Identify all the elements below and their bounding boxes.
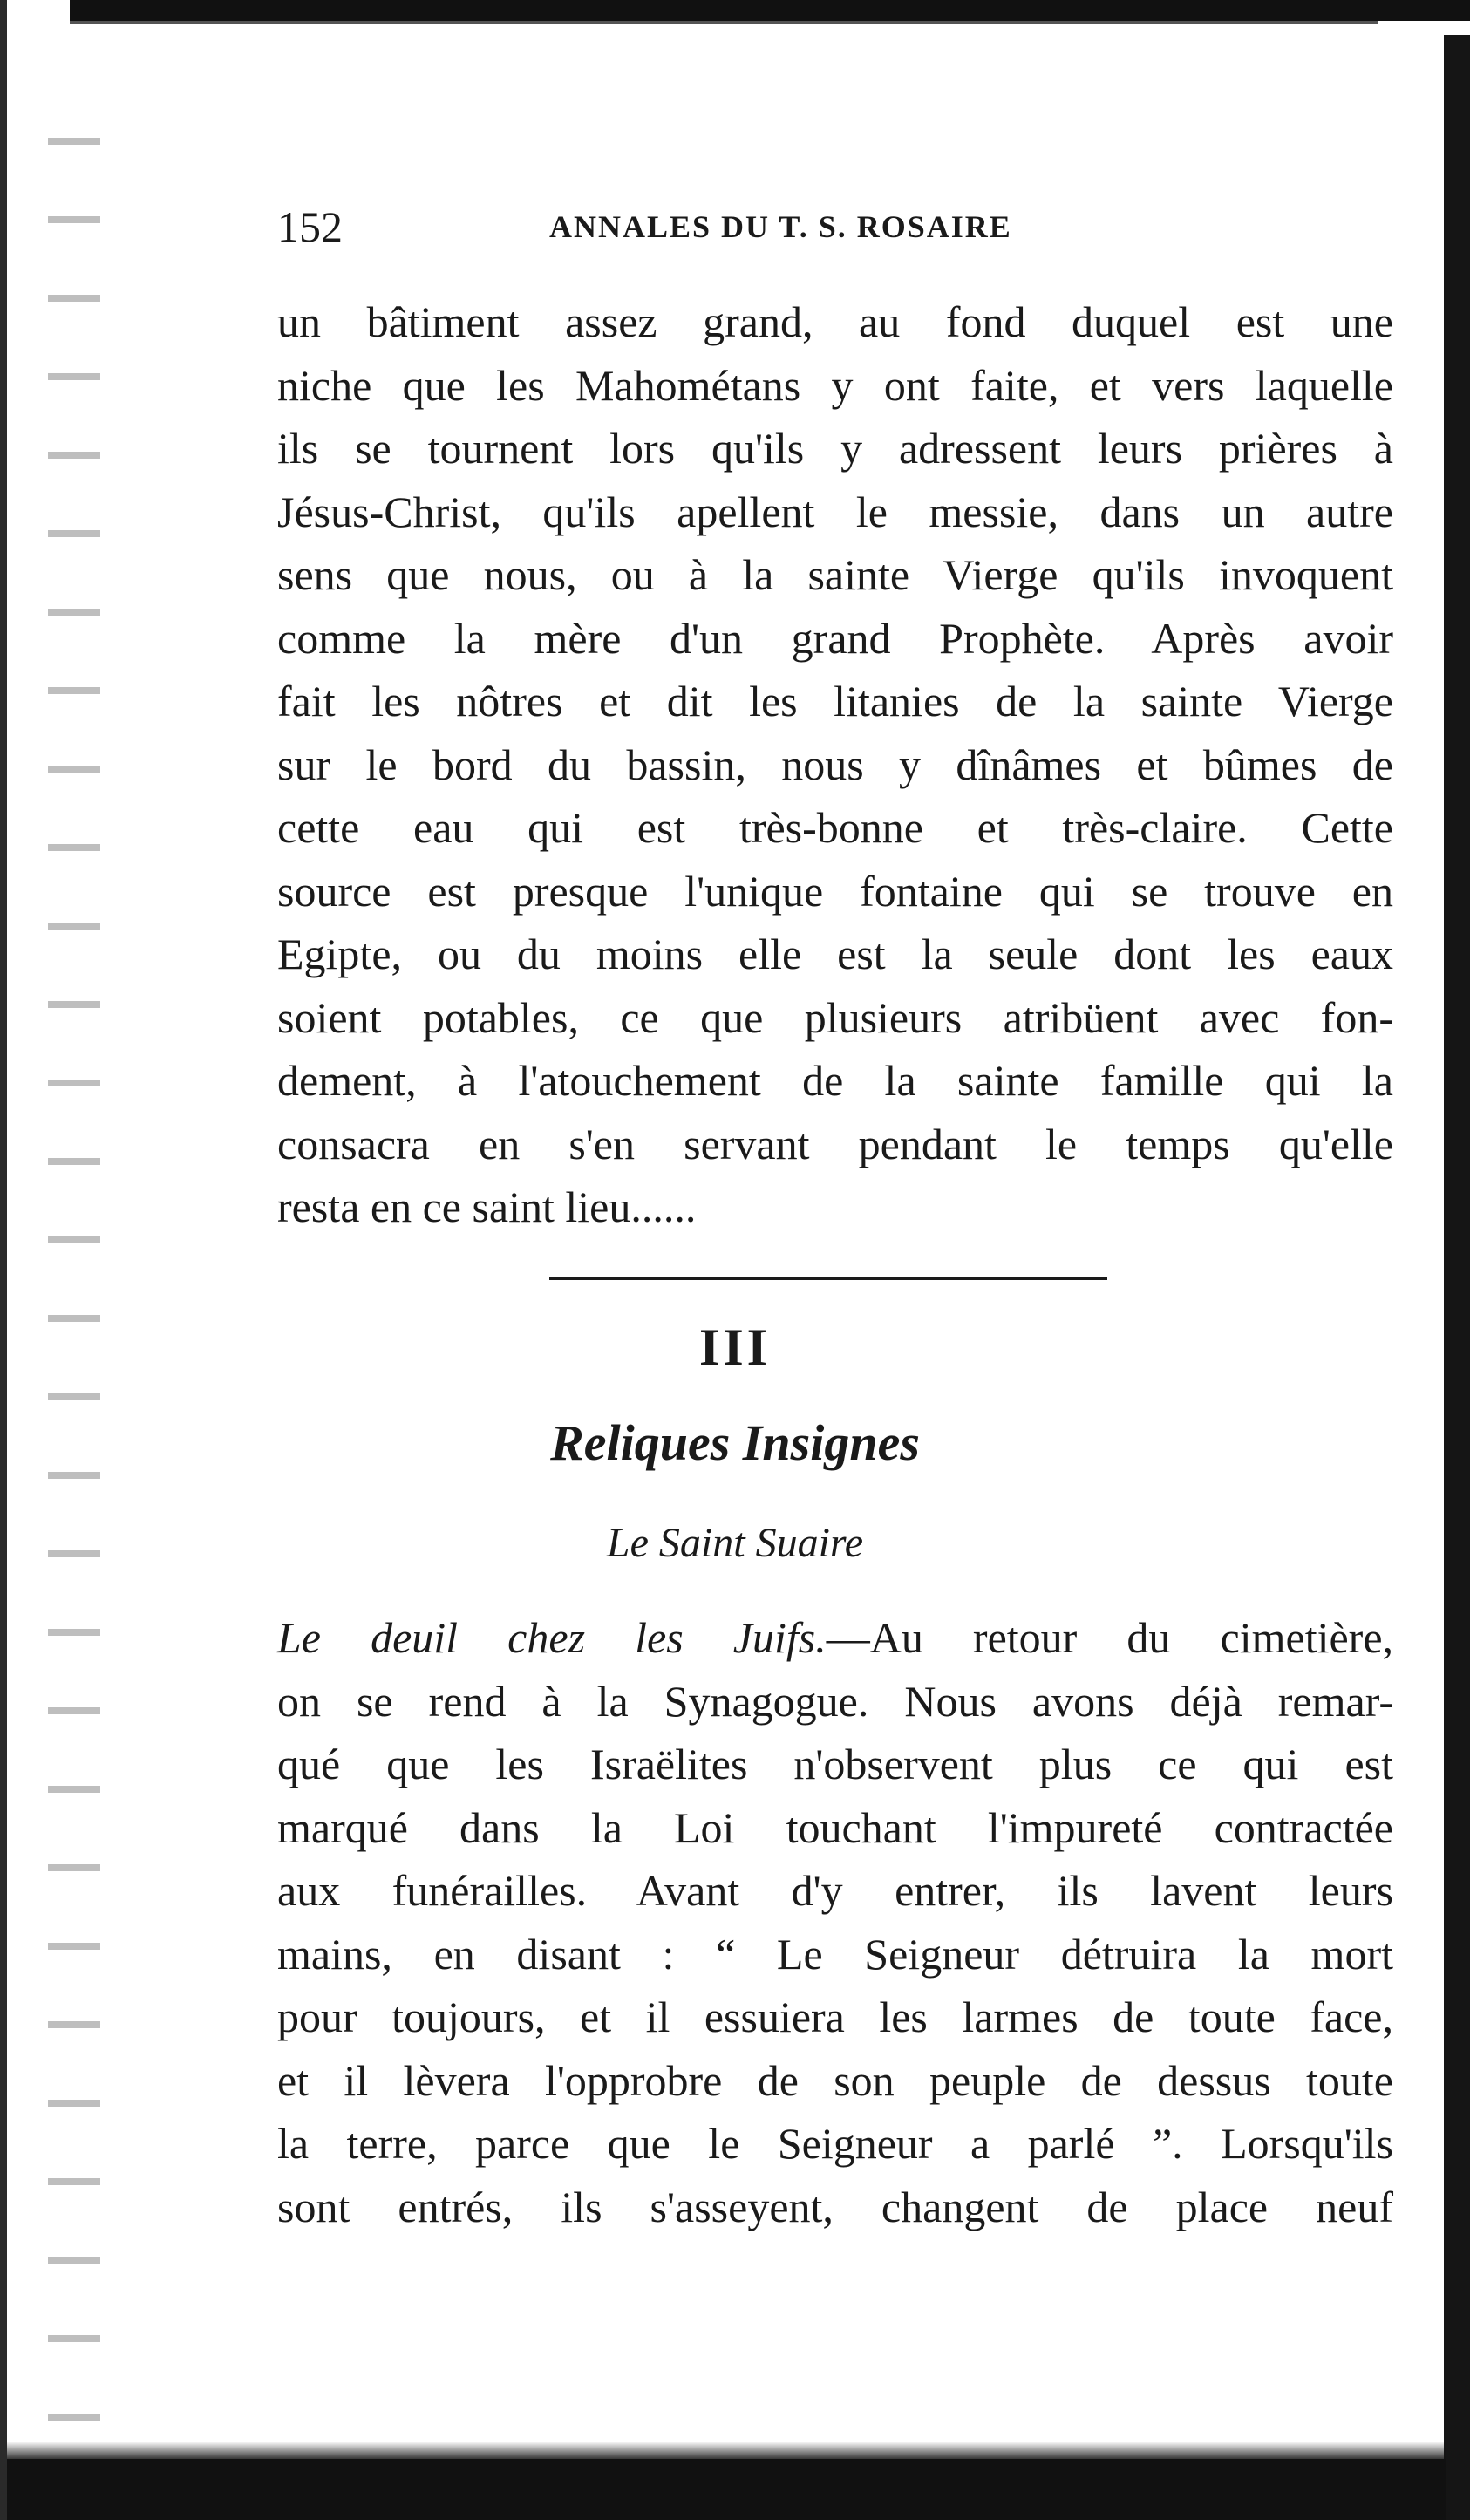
text-line: niche que les Mahométans y ont faite, et vers laquelle bbox=[277, 360, 1393, 410]
text-line: mains, en disant : “ Le Seigneur détruira la mort bbox=[277, 1929, 1393, 1979]
text-line: la terre, parce que le Seigneur a parlé ”. Lorsqu'ils bbox=[277, 2119, 1393, 2168]
text-line: marqué dans la Loi touchant l'impureté contractée bbox=[277, 1802, 1393, 1852]
text-line: consacra en s'en servant pendant le temps qu'elle bbox=[277, 1119, 1393, 1168]
section-subtitle: Le Saint Suaire bbox=[606, 1520, 864, 1566]
text-line: soient potables, ce que plusieurs atribüent avec fon- bbox=[277, 992, 1393, 1042]
lead-italic-phrase: Le deuil chez les Juifs. bbox=[277, 1613, 827, 1662]
text-line: sens que nous, ou à la sainte Vierge qu'ils invoquent bbox=[277, 550, 1393, 599]
running-title: ANNALES DU T. S. ROSAIRE bbox=[549, 209, 1012, 244]
text-line: Egipte, ou du moins elle est la seule dont les eaux bbox=[277, 930, 1393, 978]
scan-left-edge bbox=[0, 0, 7, 2520]
scan-noise bbox=[48, 105, 100, 2476]
text-line: dement, à l'atouchement de la sainte famille qui la bbox=[277, 1056, 1393, 1105]
paragraph-2 bbox=[277, 1606, 1393, 2238]
section-divider bbox=[549, 1277, 1107, 1280]
text-line: un bâtiment assez grand, au fond duquel est une bbox=[277, 297, 1393, 346]
text-line: pour toujours, et il essuiera les larmes de toute face, bbox=[277, 1992, 1393, 2041]
page-header bbox=[277, 196, 1393, 257]
text-line: ils se tournent lors qu'ils y adressent leurs prières à bbox=[277, 424, 1393, 473]
scan-bottom-edge bbox=[7, 2459, 1446, 2520]
text-line: sont entrés, ils s'asseyent, changent de place neuf bbox=[277, 2182, 1393, 2231]
scan-bottom-shadow bbox=[7, 2442, 1446, 2459]
text-line: Jésus-Christ, qu'ils apellent le messie, dans un autre bbox=[277, 487, 1393, 536]
text-line: aux funérailles. Avant d'y entrer, ils lavent leurs bbox=[277, 1866, 1393, 1915]
lead-rest: —Au retour du cimetière, bbox=[826, 1613, 1394, 1662]
text-line-lead bbox=[277, 1606, 1393, 1670]
section-number: III bbox=[698, 1318, 772, 1376]
text-line: cette eau qui est très-bonne et très-claire. Cette bbox=[277, 803, 1393, 852]
paragraph-1 bbox=[277, 290, 1393, 1239]
text-line: fait les nôtres et dit les litanies de la sainte Vierge bbox=[277, 677, 1393, 725]
scan-top-edge bbox=[70, 0, 1470, 21]
section-title: Reliques Insignes bbox=[550, 1414, 920, 1471]
scan-top-edge-thin bbox=[70, 21, 1378, 24]
text-line: source est presque l'unique fontaine qui se trouve en bbox=[277, 866, 1393, 916]
text-line: et il lèvera l'opprobre de son peuple de dessus toute bbox=[277, 2055, 1393, 2105]
text-line: on se rend à la Synagogue. Nous avons déjà remar- bbox=[277, 1676, 1393, 1726]
text-line: comme la mère d'un grand Prophète. Après avoir bbox=[277, 613, 1393, 663]
text-line: resta en ce saint lieu...... bbox=[277, 1182, 697, 1231]
page-number: 152 bbox=[277, 202, 343, 251]
text-line: qué que les Israëlites n'observent plus ce qui est bbox=[277, 1740, 1393, 1788]
text-line: sur le bord du bassin, nous y dînâmes et bûmes de bbox=[277, 739, 1393, 789]
scan-right-edge bbox=[1444, 35, 1470, 2520]
